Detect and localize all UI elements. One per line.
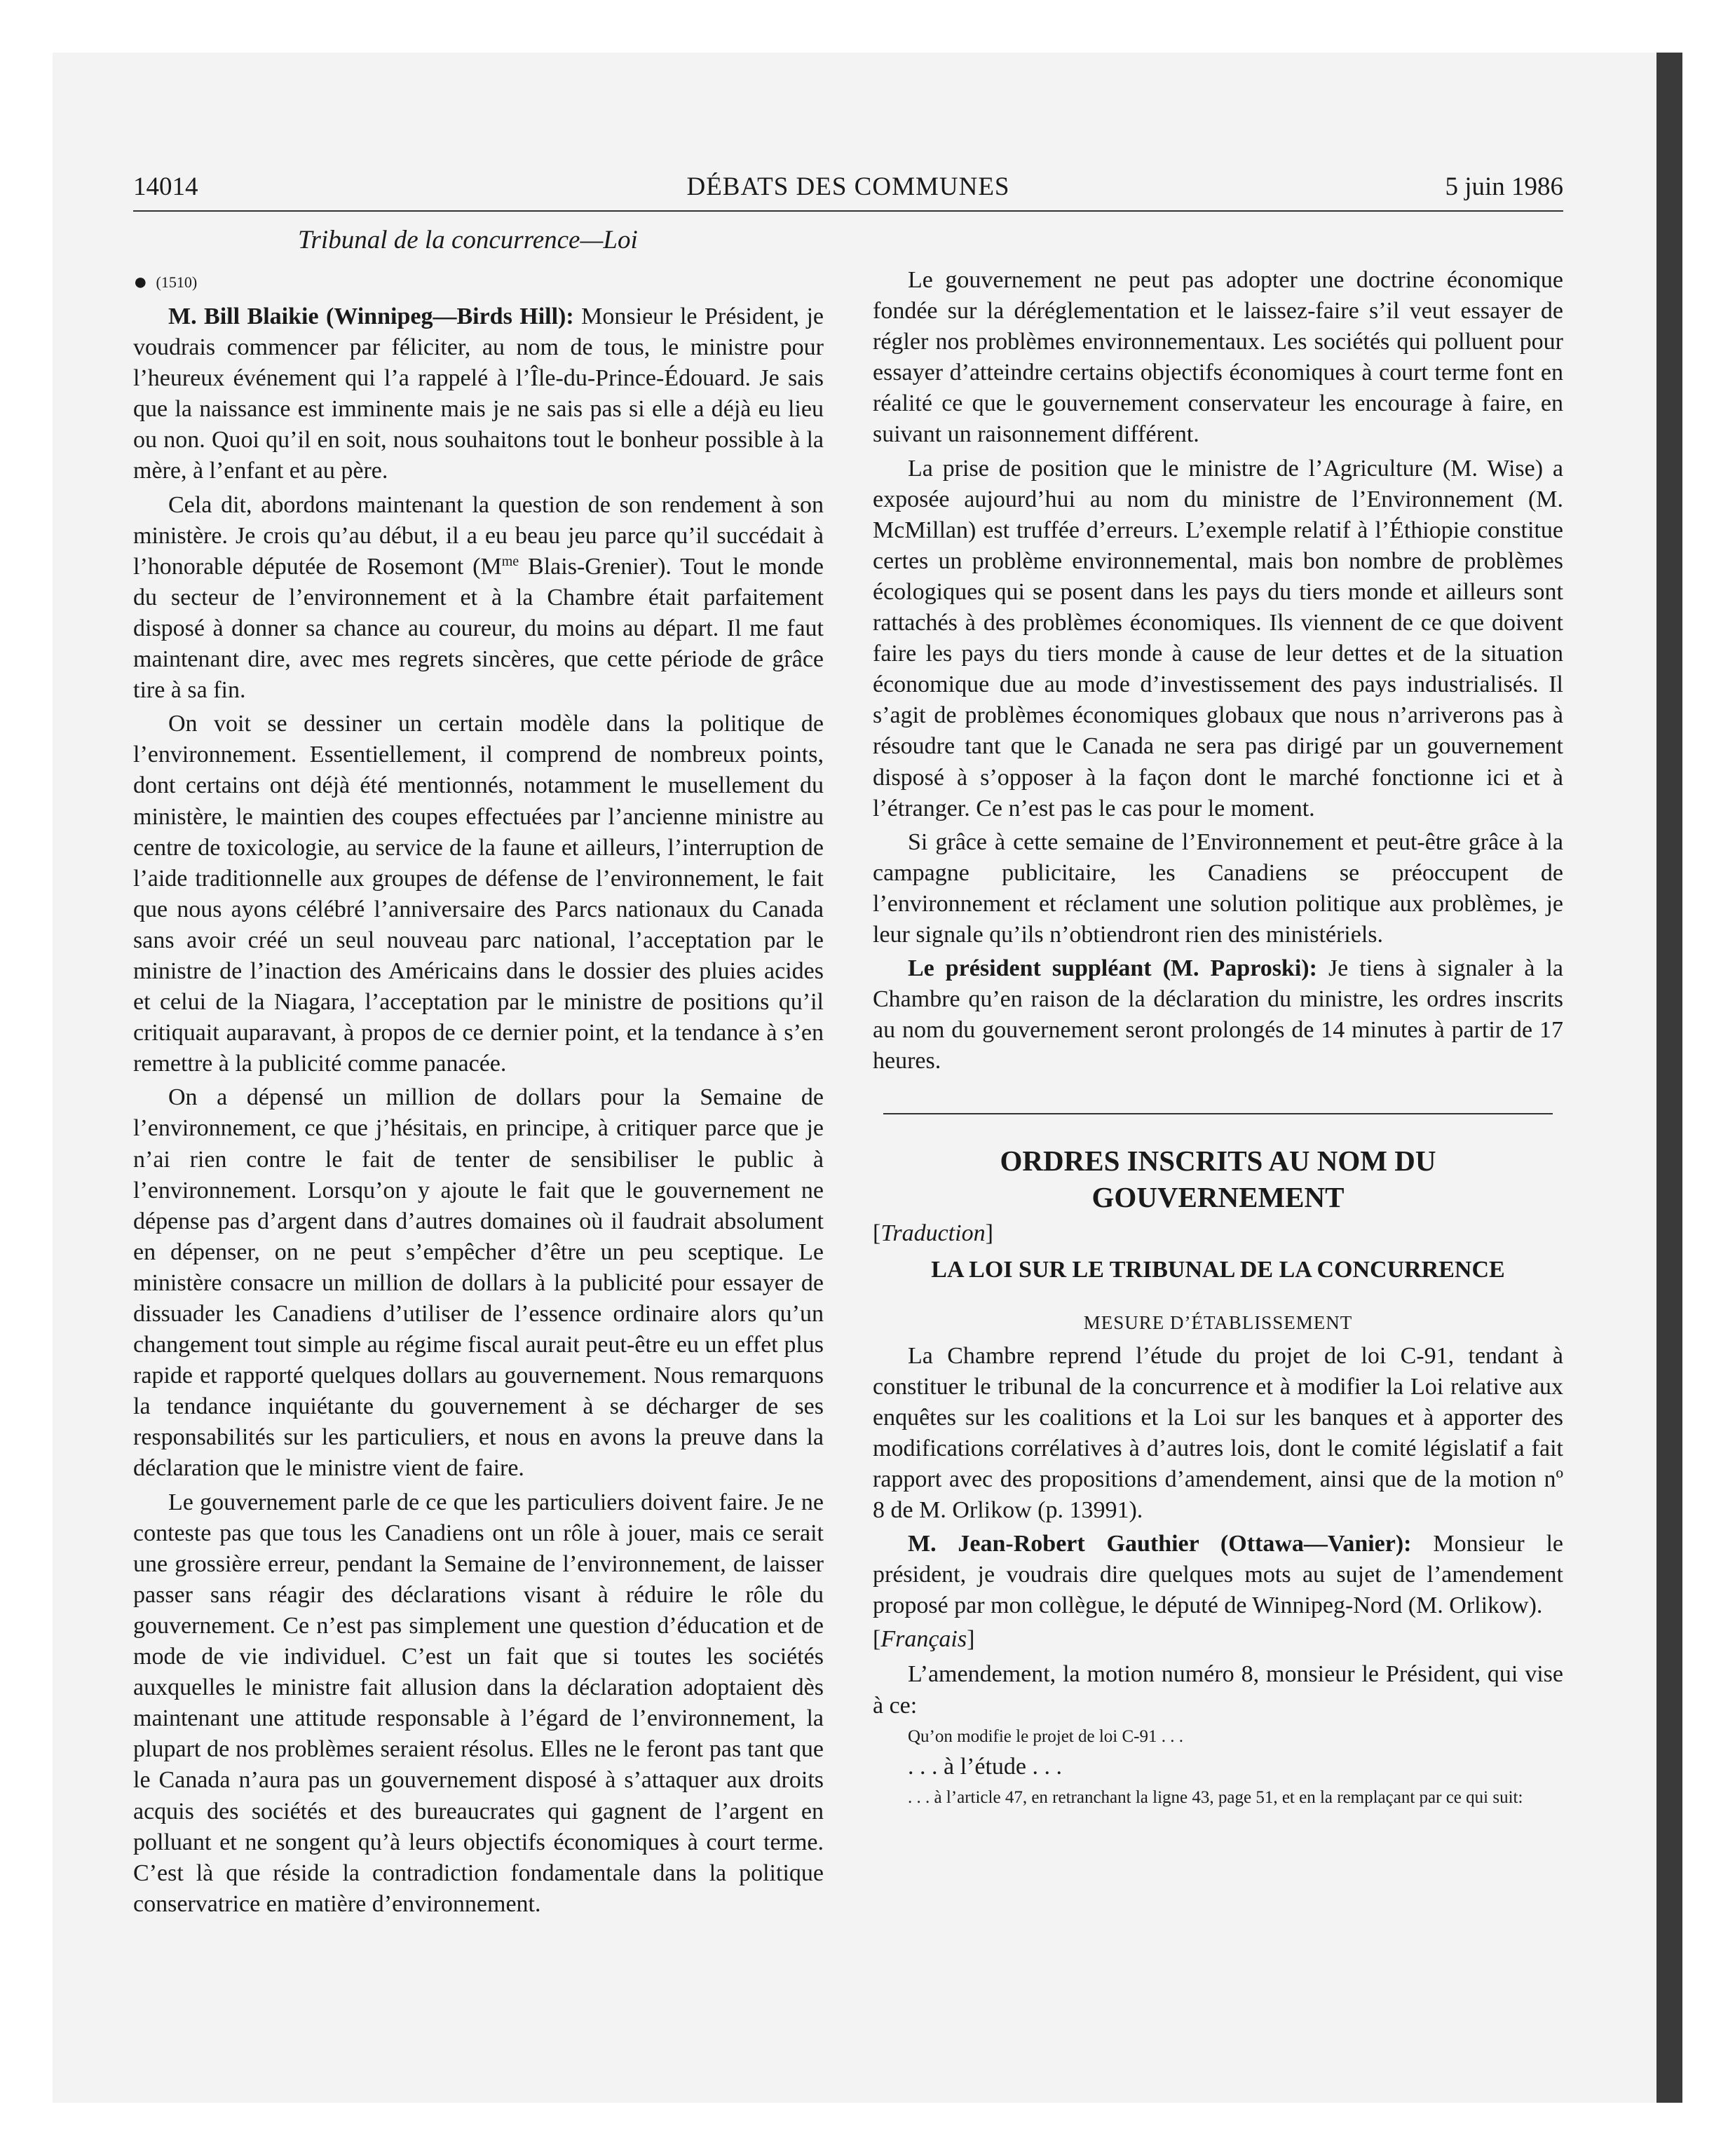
paragraph: [873, 1529, 1563, 1621]
paragraph: [133, 490, 824, 707]
paragraph-text: Monsieur le président, je voudrais dire quelques mots au sujet de l’amendement proposé par mon collègue, le député de Winnipeg-Nord (M. Orlikow).: [873, 1531, 1564, 1619]
speaker-name: M. Jean-Robert Gauthier (Ottawa—Vanier):: [908, 1531, 1412, 1557]
section-heading: ORDRES INSCRITS AU NOM DU GOUVERNEMENT: [1000, 1145, 1436, 1214]
superscript: me: [501, 553, 519, 569]
translation-note: [Traduction]: [873, 1220, 993, 1247]
speaker-name: M. Bill Blaikie (Winnipeg—Birds Hill):: [168, 303, 574, 329]
paragraph: [873, 953, 1563, 1077]
publication-title: DÉBATS DES COMMUNES: [686, 172, 1010, 201]
translation-label: Traduction: [880, 1220, 986, 1247]
paragraph: On a dépensé un million de dollars pour la Semaine de l’environnement, ce que j’hésitais, en principe, à critiquer parce que je n’ai rien contre le fait de tenter de sensibiliser le public à l’environnement. Lorsqu’on y ajoute le fait que le gouvernement ne dépense pas d’argent dans d’autres domaines où il faudrait absolument en dépenser, on ne peut s’empêcher d’être un peu sceptique. Le ministère consacre un million de dollars à la publicité pour essayer de dissuader les Canadiens d’utiliser de l’essence ordinaire alors qu’un changement tout simple au régime fiscal aurait peut-être eu un effet plus rapide et rapporté quelques dollars au gouvernement. Nous remarquons la tendance inquiétante du gouvernement à se décharger de ses responsabilités sur les particuliers, et nous en avons la preuve dans la déclaration que le ministre vient de faire.: [133, 1084, 824, 1482]
section-divider: [883, 1113, 1553, 1114]
speaker-name: Le président suppléant (M. Paproski):: [908, 955, 1317, 982]
measure-heading: MESURE D’ÉTABLISSEMENT: [1083, 1311, 1353, 1333]
quote-line: . . . à l’article 47, en retranchant la ligne 43, page 51, et en la remplaçant par ce qui suit:: [908, 1787, 1523, 1807]
paragraph: La prise de position que le ministre de l’Agriculture (M. Wise) a exposée aujourd’hui au nom du ministre de l’Environnement (M. McMillan) est truffée d’erreurs. L’exemple relatif à l’Éthiopie constitue certes un problème environnemental, mais bon nombre de problèmes écologiques qui se posent dans les pays du tiers monde et ailleurs sont rattachés à des problèmes économiques. Ils viennent de ce que doivent faire les pays du tiers monde à cause de leur dettes et de la situation économique due au mode d’investissement des pays industrialisés. Il s’agit de problèmes économiques globaux que nous n’arriverons pas à résoudre tant que le Canada ne sera pas dirigé par un gouvernement disposé à s’opposer à la façon dont le marché fonctionne ici et à l’étranger. Ce n’est pas le cas pour le moment.: [873, 455, 1563, 821]
timestamp-text: (1510): [156, 273, 198, 291]
right-column: [873, 265, 1563, 1813]
page-number: 14014: [133, 172, 198, 201]
paragraph: On voit se dessiner un certain modèle dans la politique de l’environnement. Essentiellement, il comprend de nombreux points, dont certains ont déjà été mentionnés, notamment le musellement du ministère, le maintien des coupes effectuées par l’ancienne ministre au centre de toxicologie, au service de la faune et ailleurs, l’interruption de l’aide traditionnelle aux groupes de défense de l’environnement, le fait que nous ayons célébré l’anniversaire des Parcs nationaux du Canada sans avoir créé un seul nouveau parc national, l’acceptation par le ministre de l’inaction des Américains dans le dossier des pluies acides et celui de la Niagara, l’acceptation par le ministre de positions qu’il critiquait auparavant, à propos de ce dernier point, et la tendance à s’en remettre à la publicité comme panacée.: [133, 711, 824, 1077]
paragraph-text: Je tiens à signaler à la Chambre qu’en raison de la déclaration du ministre, les ordres inscrits au nom du gouvernement seront prolongés de 14 minutes à partir de 17 heures.: [873, 955, 1563, 1074]
page-header: [133, 167, 1563, 212]
bullet-icon: ●: [133, 269, 148, 295]
paragraph: [133, 301, 824, 487]
left-column: [133, 265, 824, 1923]
page-date: 5 juin 1986: [1445, 172, 1563, 201]
paragraph-text: Blais-Grenier). Tout le monde du secteur de l’environnement et à la Chambre était parfaitement disposé à donner sa chance au coureur, du moins au départ. Il me faut maintenant dire, avec mes regrets sincères, que cette période de grâce tire à sa fin.: [133, 553, 824, 704]
scan-edge: [1656, 53, 1682, 2103]
running-title: Tribunal de la concurrence—Loi: [298, 226, 638, 254]
paragraph: Le gouvernement ne peut pas adopter une doctrine économique fondée sur la déréglementation et le laissez-faire s’il veut essayer de régler nos problèmes environnementaux. Les sociétés qui polluent pour essayer d’atteindre certains objectifs économiques à court terme font en réalité ce que le gouvernement conservateur les encourage à faire, en suivant un raisonnement différent.: [873, 267, 1563, 448]
paragraph-text: Monsieur le Président, je voudrais commencer par féliciter, au nom de tous, le ministre pour l’heureux événement qui l’a rappelé à l’Île-du-Prince-Édouard. Je sais que la naissance est imminente mais je ne sais pas si elle a déjà eu lieu ou non. Quoi qu’il en soit, nous souhaitons tout le bonheur possible à la mère, à l’enfant et au père.: [133, 303, 824, 484]
paragraph: Si grâce à cette semaine de l’Environnement et peut-être grâce à la campagne publicitaire, les Canadiens se préoccupent de l’environnement et réclament une solution politique aux problèmes, je leur signale qu’ils n’obtiendront rien des ministériels.: [873, 828, 1563, 948]
paragraph: La Chambre reprend l’étude du projet de loi C-91, tendant à constituer le tribunal de la concurrence et à modifier la Loi relative aux enquêtes sur les coalitions et la Loi sur les banques et à apporter des modifications corrélatives à d’autres lois, dont le comité législatif a fait rapport avec des propositions d’amendement, ainsi que de la motion nº 8 de M. Orlikow (p. 13991).: [873, 1342, 1563, 1523]
timestamp: [133, 265, 824, 300]
language-label: Français: [880, 1626, 967, 1653]
paragraph: L’amendement, la motion numéro 8, monsieur le Président, qui vise à ce:: [873, 1661, 1563, 1719]
paragraph: Le gouvernement parle de ce que les particuliers doivent faire. Je ne conteste pas que tous les Canadiens ont un rôle à jouer, mais ce serait une grossière erreur, pendant la Semaine de l’environnement, de laisser passer sans réagir des déclarations visant à réduire le rôle du gouvernement. Ce n’est pas simplement une question d’éducation et de mode de vie individuel. C’est un fait que si toutes les sociétés auxquelles le ministre fait allusion dans la déclaration adoptaient dès maintenant une attitude responsable à l’égard de l’environnement, la plupart de nos problèmes seraient résolus. Elles ne le feront pas tant que le Canada n’aura pas un gouvernement disposé à s’attaquer aux droits acquis des sociétés et des bureaucrates qui gagnent de l’argent en polluant et ne songent qu’à leurs objectifs économiques à court terme. C’est là que réside la contradiction fondamentale dans la politique conservatrice en matière d’environnement.: [133, 1489, 824, 1917]
law-heading: LA LOI SUR LE TRIBUNAL DE LA CONCURRENCE: [931, 1256, 1505, 1283]
paragraph-text: Cela dit, abordons maintenant la question de son rendement à son ministère. Je crois qu’au début, il a eu beau jeu parce qu’il succédait à l’honorable députée de Rosemont (M: [133, 491, 824, 580]
quote-line: . . . à l’étude . . .: [908, 1753, 1062, 1780]
quote-line: Qu’on modifie le projet de loi C-91 . . .: [908, 1726, 1183, 1746]
language-note: [Français]: [873, 1626, 975, 1653]
